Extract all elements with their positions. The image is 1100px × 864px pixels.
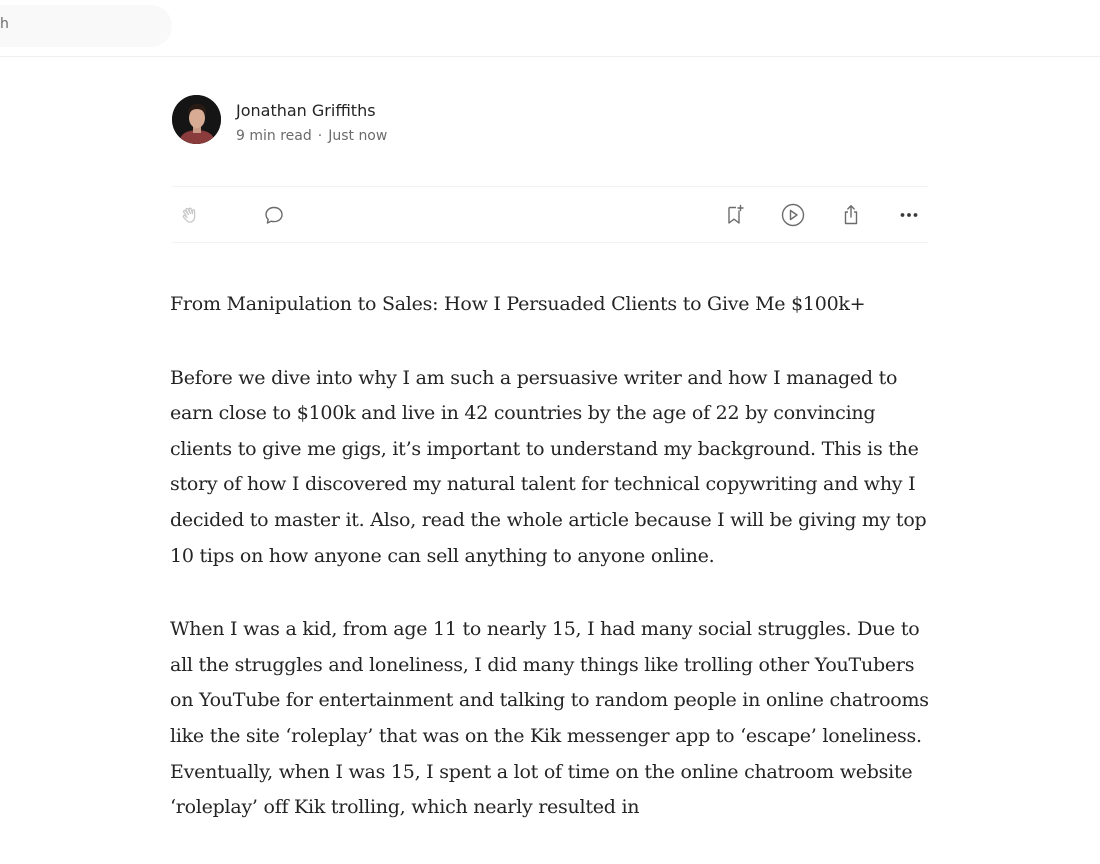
search-input-text[interactable]: h xyxy=(0,16,9,32)
meta-separator: · xyxy=(317,128,323,144)
avatar-portrait xyxy=(172,95,221,144)
top-navigation-bar xyxy=(0,0,1100,57)
more-icon[interactable] xyxy=(896,202,922,228)
read-time: 9 min read xyxy=(236,128,312,144)
publish-time: Just now xyxy=(328,128,388,144)
bookmark-add-icon[interactable] xyxy=(722,202,748,228)
article-meta xyxy=(236,128,387,144)
article-paragraph: Before we dive into why I am such a persuasive writer and how I managed to earn close to $100k and live in 42 countries by the age of 22 by convincing clients to give me gigs, it’s important to understand my background. This is the story of how I discovered my natural talent for technical copywriting and why I decided to master it. Also, read the whole article because I will be giving my top 10 tips on how anyone can sell anything to anyone online. xyxy=(170,366,927,567)
search-field[interactable] xyxy=(0,5,172,47)
article-action-bar xyxy=(172,186,928,243)
share-icon[interactable] xyxy=(838,202,864,228)
author-name[interactable]: Jonathan Griffiths xyxy=(236,101,376,120)
play-icon[interactable] xyxy=(780,202,806,228)
comment-icon[interactable] xyxy=(261,202,287,228)
article-paragraph: From Manipulation to Sales: How I Persuaded Clients to Give Me $100k+ xyxy=(170,293,866,315)
article-body xyxy=(170,287,940,864)
author-avatar[interactable] xyxy=(172,95,221,144)
article-paragraph: When I was a kid, from age 11 to nearly 15, I had many social struggles. Due to all the struggles and loneliness, I did many things like trolling other YouTubers on YouTube for entertainment and talking to random people in online chatrooms like the site ‘roleplay’ that was on the Kik messenger app to ‘escape’ loneliness. Eventually, when I was 15, I spent a lot of time on the online chatroom website ‘roleplay’ off Kik trolling, which nearly resulted in xyxy=(170,618,929,819)
clap-icon[interactable] xyxy=(178,202,204,228)
